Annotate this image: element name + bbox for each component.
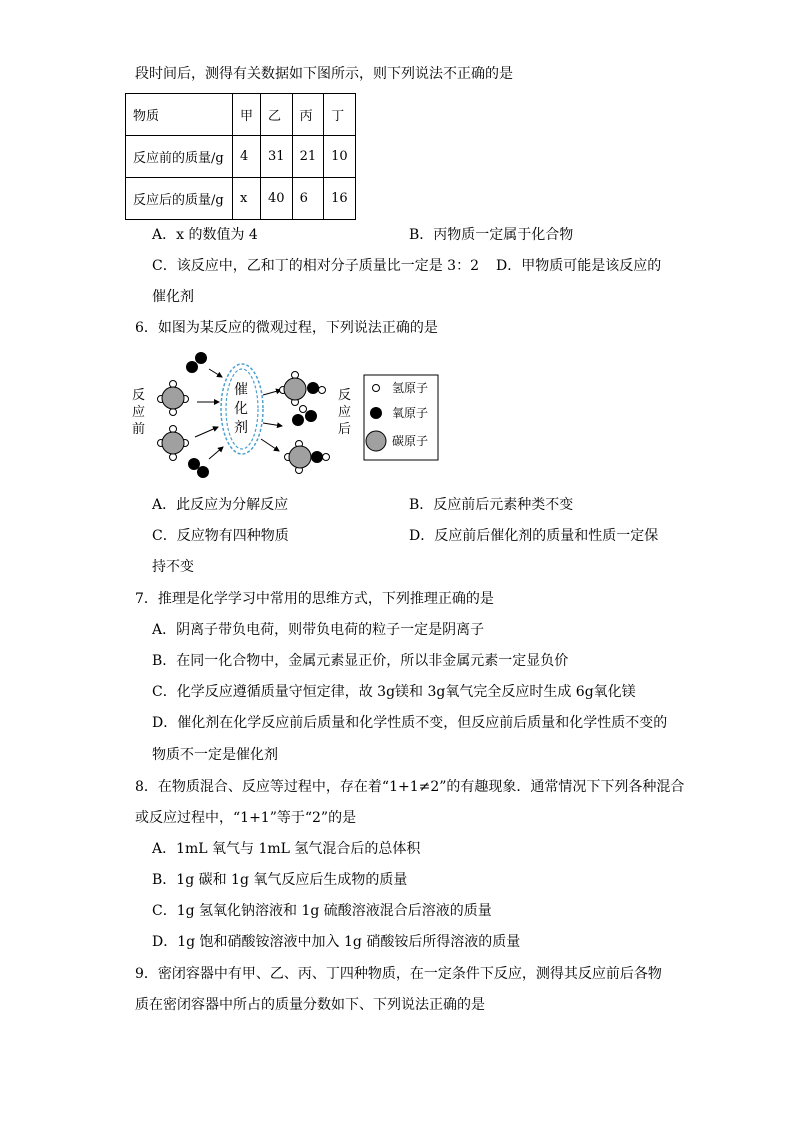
table-header-cell: 丙 [292,94,324,136]
table-cell: 31 [261,136,293,178]
q9-stem: 9．密闭容器中有甲、乙、丙、丁四种物质，在一定条件下反应，测得其反应前后各物 [135,966,662,982]
table-cell: 反应前的质量/g [126,136,233,178]
q8-option-b: B．1g 碳和 1g 氧气反应后生成物的质量 [152,872,408,888]
table-row [126,136,356,178]
table-header-cell: 物质 [126,94,233,136]
table-row [126,178,356,220]
legend-hydrogen: 氢原子 [392,381,429,395]
q6-option-d: D．反应前后催化剂的质量和性质一定保 [409,528,659,544]
q7-stem: 7．推理是化学学习中常用的思维方式，下列推理正确的是 [135,591,494,607]
q6-option-d-cont: 持不变 [152,559,194,575]
table-cell: 16 [324,178,356,220]
catalyst-label-1: 催 [234,382,248,398]
q7-option-b: B．在同一化合物中，金属元素显正价，所以非金属元素一定显负价 [152,653,569,669]
catalyst-label-2: 化 [234,401,248,417]
intro-text: 段时间后，测得有关数据如下图所示，则下列说法不正确的是 [135,66,513,82]
q7-option-a: A．阴离子带负电荷，则带负电荷的粒子一定是阴离子 [152,622,485,638]
q8-option-d: D．1g 饱和硝酸铵溶液中加入 1g 硝酸铵后所得溶液的质量 [152,934,521,950]
before-label-1: 反 [132,388,146,403]
q5-option-d-cont: 催化剂 [152,289,194,305]
q7-option-d: D．催化剂在化学反应前后质量和化学性质不变，但反应前后质量和化学性质不变的 [152,715,668,731]
table-cell: 6 [292,178,324,220]
q5-option-a: A．x 的数值为 4 [152,227,258,243]
data-table [125,93,356,220]
q8-option-a: A．1mL 氧气与 1mL 氢气混合后的总体积 [152,841,421,857]
before-label-3: 前 [132,422,146,437]
before-label-2: 应 [132,405,146,420]
q7-option-d-cont: 物质不一定是催化剂 [152,747,278,763]
arrows-out [261,390,282,451]
hydrogen-legend-icon [373,385,380,392]
legend-carbon: 碳原子 [392,434,429,448]
q6-option-a: A．此反应为分解反应 [152,497,289,513]
methanol-molecule-1 [280,372,326,406]
oxygen-molecule-top [186,352,207,373]
catalyst-label-3: 剂 [234,420,248,436]
methane-molecule-2 [158,426,189,461]
q8-stem-cont: 或反应过程中，“1+1”等于“2”的是 [135,810,357,826]
legend [364,375,438,460]
methanol-molecule-2 [285,441,330,474]
table-header-cell: 甲 [233,94,261,136]
reaction-diagram [125,347,445,485]
table-header-cell: 乙 [261,94,293,136]
table-header-cell: 丁 [324,94,356,136]
table-cell: 21 [292,136,324,178]
table-cell: 40 [261,178,293,220]
q8-option-c: C．1g 氢氧化钠溶液和 1g 硫酸溶液混合后溶液的质量 [152,903,492,919]
carbon-legend-icon [366,431,386,451]
q5-option-c: C．该反应中，乙和丁的相对分子质量比一定是 3：2 [152,258,479,274]
table-cell: 10 [324,136,356,178]
water-molecule [292,406,317,427]
oxygen-molecule-bottom [188,458,209,478]
table-cell: x [233,178,261,220]
q7-option-c: C．化学反应遵循质量守恒定律，故 3g镁和 3g氧气完全反应时生成 6g氧化镁 [152,684,636,700]
q8-stem: 8．在物质混合、反应等过程中，存在着“1+1≠2”的有趣现象．通常情况下下列各种混合 [135,779,685,795]
q5-option-d: D．甲物质可能是该反应的 [496,258,662,274]
after-label-3: 后 [338,422,352,437]
methane-molecule-1 [158,381,189,416]
table-cell: 反应后的质量/g [126,178,233,220]
after-label-2: 应 [338,405,352,420]
q6-option-c: C．反应物有四种物质 [152,528,289,544]
oxygen-legend-icon [370,407,382,419]
q9-stem-cont: 质在密闭容器中所占的质量分数如下、下列说法正确的是 [135,997,485,1013]
after-label-1: 反 [338,388,352,403]
q6-option-b: B．反应前后元素种类不变 [409,497,574,513]
q6-stem: 6．如图为某反应的微观过程，下列说法正确的是 [135,320,438,336]
table-row [126,94,356,136]
legend-oxygen: 氧原子 [392,406,429,420]
table-cell: 4 [233,136,261,178]
arrows-in [195,369,223,459]
q5-option-b: B．丙物质一定属于化合物 [409,227,574,243]
